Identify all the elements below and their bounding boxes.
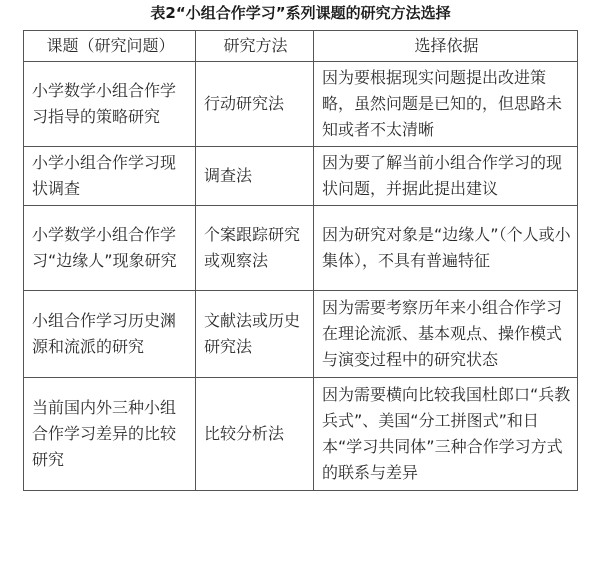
method-cell: 调查法 — [196, 147, 314, 206]
topic-cell: 小学数学小组合作学习“边缘人”现象研究 — [24, 206, 196, 291]
topic-cell: 当前国内外三种小组合作学习差异的比较研究 — [24, 378, 196, 491]
table-row — [24, 62, 578, 147]
method-cell: 个案跟踪研究或观察法 — [196, 206, 314, 291]
reason-cell: 因为需要考察历年来小组合作学习在理论流派、基本观点、操作模式与演变过程中的研究状态 — [314, 291, 578, 378]
reason-cell: 因为要根据现实问题提出改进策略，虽然问题是已知的，但思路未知或者不太清晰 — [314, 62, 578, 147]
method-cell: 行动研究法 — [196, 62, 314, 147]
header-topic: 课题（研究问题） — [24, 31, 196, 62]
table-caption: 表2“小组合作学习”系列课题的研究方法选择 — [150, 4, 451, 22]
reason-cell: 因为需要横向比较我国杜郎口“兵教兵式”、美国“分工拼图式”和日本“学习共同体”三种合作学习方式的联系与差异 — [314, 378, 578, 491]
research-methods-table — [23, 30, 578, 491]
reason-cell: 因为要了解当前小组合作学习的现状问题，并据此提出建议 — [314, 147, 578, 206]
method-cell: 文献法或历史研究法 — [196, 291, 314, 378]
topic-cell: 小学小组合作学习现状调查 — [24, 147, 196, 206]
header-reason: 选择依据 — [314, 31, 578, 62]
table-row — [24, 291, 578, 378]
table-header-row — [24, 31, 578, 62]
table-row — [24, 378, 578, 491]
method-cell: 比较分析法 — [196, 378, 314, 491]
topic-cell: 小组合作学习历史渊源和流派的研究 — [24, 291, 196, 378]
table-row — [24, 147, 578, 206]
reason-cell: 因为研究对象是“边缘人”（个人或小集体），不具有普遍特征 — [314, 206, 578, 291]
header-method: 研究方法 — [196, 31, 314, 62]
table-row — [24, 206, 578, 291]
topic-cell: 小学数学小组合作学习指导的策略研究 — [24, 62, 196, 147]
